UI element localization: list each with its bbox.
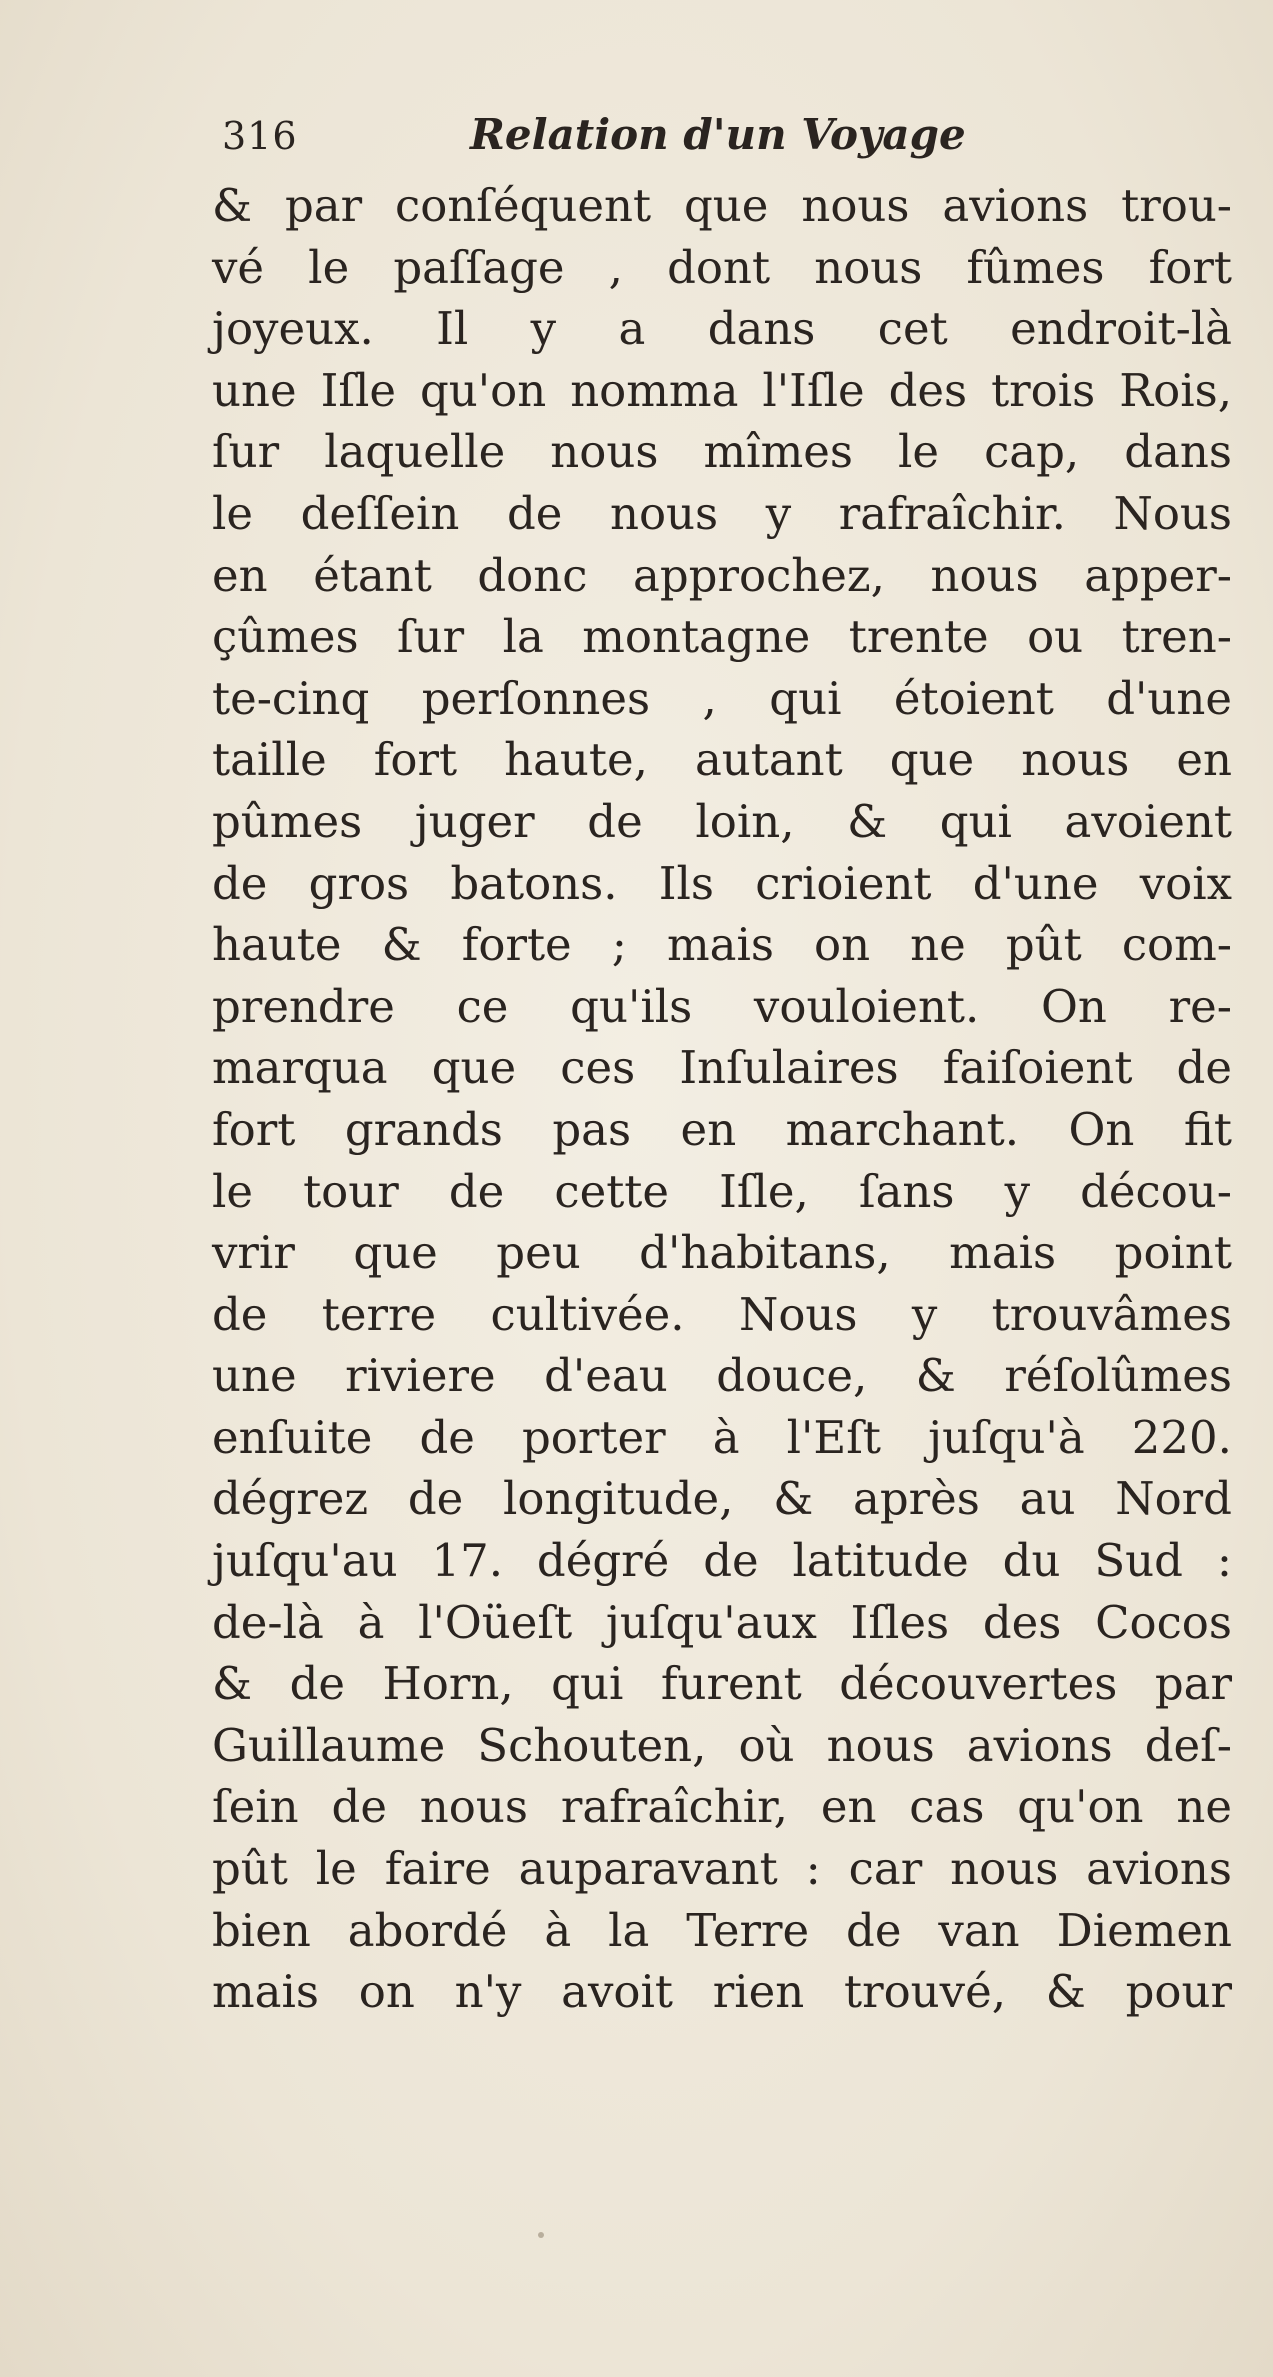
- text-line: vé le paſſage , dont nous fûmes fort: [212, 240, 1232, 294]
- text-line: de terre cultivée. Nous y trouvâmes: [212, 1287, 1232, 1341]
- text-line: marqua que ces Inſulaires faiſoient de: [212, 1041, 1232, 1095]
- text-line: pût le faire auparavant : car nous avions: [212, 1842, 1232, 1896]
- body-text: [212, 175, 1232, 2023]
- text-line: & de Horn, qui furent découvertes par: [212, 1657, 1232, 1711]
- text-line: en étant donc approchez, nous apper-: [212, 548, 1232, 602]
- text-line: haute & forte ; mais on ne pût com-: [212, 918, 1232, 972]
- text-line: & par conſéquent que nous avions trou-: [212, 179, 1232, 232]
- text-line: çûmes ſur la montagne trente ou tren-: [212, 610, 1232, 664]
- text-line: dégrez de longitude, & après au Nord: [212, 1472, 1232, 1526]
- text-line: Guillaume Schouten, où nous avions deſ-: [212, 1718, 1232, 1772]
- text-line: le deſſein de nous y rafraîchir. Nous: [212, 486, 1232, 540]
- text-line: le tour de cette Iſle, ſans y décou-: [212, 1164, 1232, 1218]
- text-line: de-là à l'Oüeſt juſqu'aux Iſles des Cocos: [212, 1595, 1232, 1649]
- page-header: [222, 108, 1022, 170]
- running-title: Relation d'un Voyage: [470, 110, 966, 159]
- text-line: fort grands pas en marchant. On fit: [212, 1102, 1232, 1156]
- text-line: joyeux. Il y a dans cet endroit-là: [212, 302, 1232, 356]
- text-line: taille fort haute, autant que nous en: [212, 733, 1232, 787]
- page-number: 316: [222, 114, 298, 158]
- text-line: mais on n'y avoit rien trouvé, & pour: [212, 1965, 1232, 2019]
- text-line: de gros batons. Ils crioient d'une voix: [212, 856, 1232, 910]
- text-line: juſqu'au 17. dégré de latitude du Sud :: [212, 1534, 1232, 1588]
- text-line: une Iſle qu'on nomma l'Iſle des trois Rois,: [212, 363, 1232, 417]
- text-line: te-cinq perſonnes , qui étoient d'une: [212, 671, 1232, 725]
- text-line: enſuite de porter à l'Eſt juſqu'à 220.: [212, 1410, 1232, 1464]
- text-line: bien abordé à la Terre de van Diemen: [212, 1903, 1232, 1957]
- text-line: vrir que peu d'habitans, mais point: [212, 1226, 1232, 1280]
- ink-speck: [538, 2232, 544, 2238]
- text-line: ſein de nous rafraîchir, en cas qu'on ne: [212, 1780, 1232, 1834]
- text-line: ſur laquelle nous mîmes le cap, dans: [212, 425, 1232, 479]
- text-line: une riviere d'eau douce, & réſolûmes: [212, 1349, 1232, 1403]
- text-line: pûmes juger de loin, & qui avoient: [212, 794, 1232, 848]
- text-line: prendre ce qu'ils vouloient. On re-: [212, 979, 1232, 1033]
